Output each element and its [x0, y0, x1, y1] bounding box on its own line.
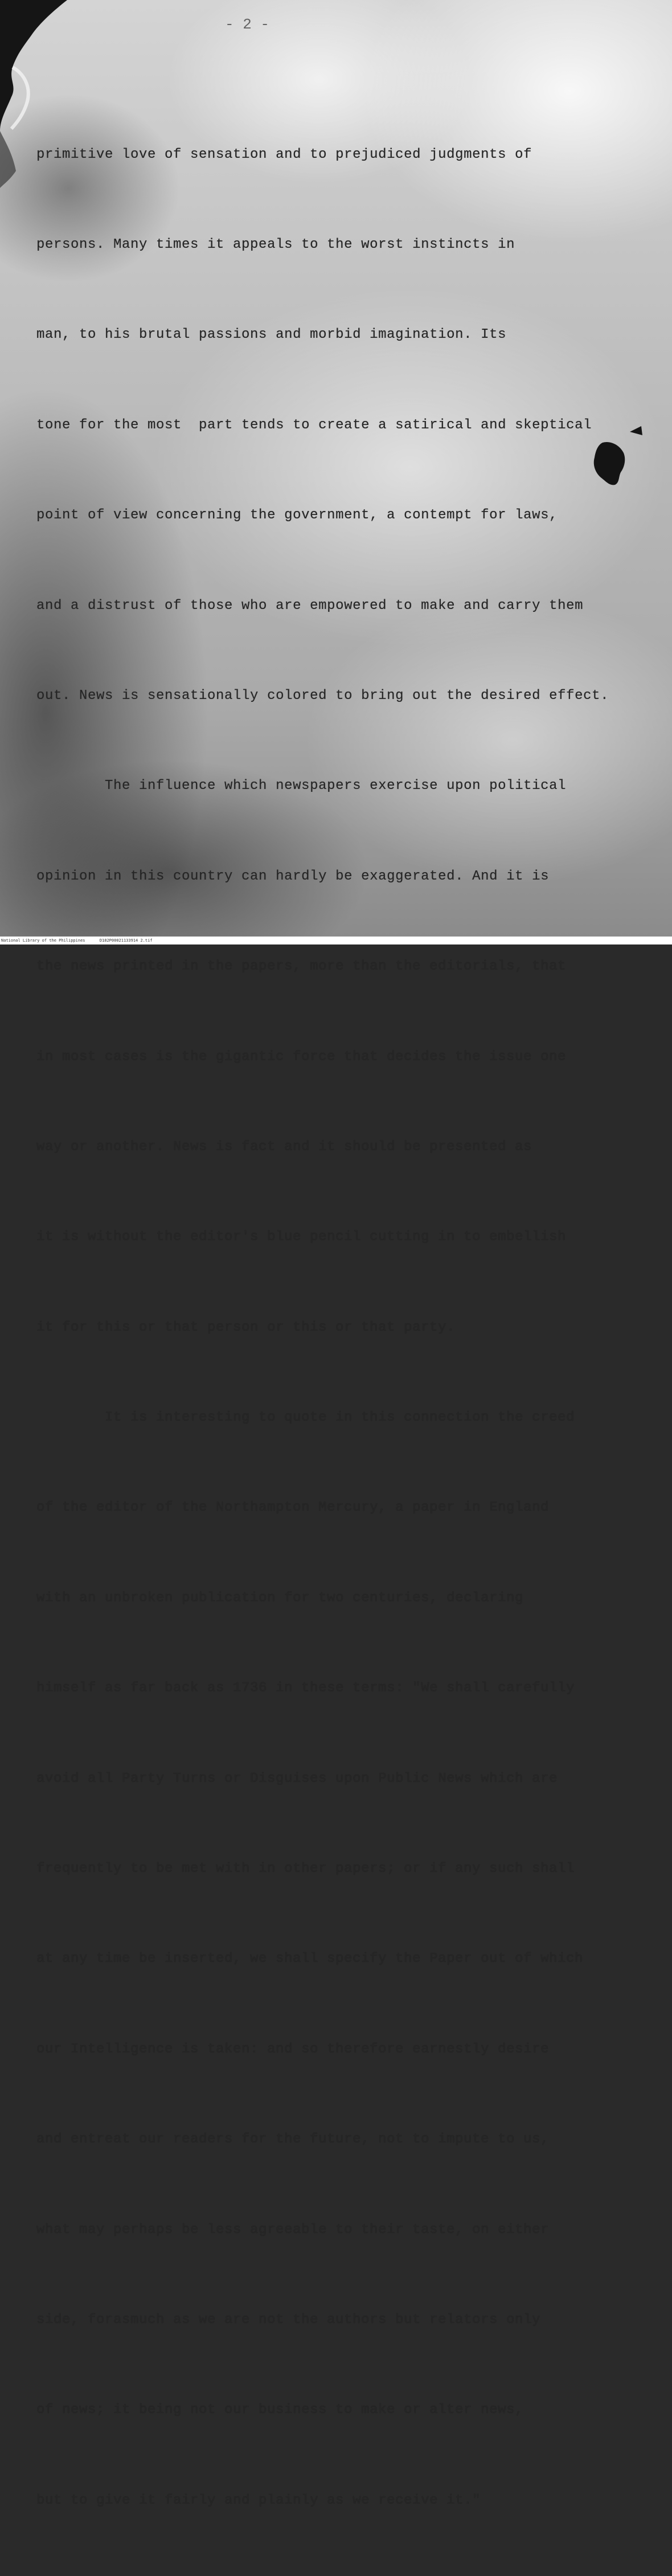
- footer-file-id: D182P00021133914 2.tif: [99, 938, 153, 943]
- page-number: - 2 -: [225, 16, 270, 33]
- text-line: but to give it fairly and plainly as we receive it.": [36, 2492, 481, 2508]
- text-line: It is interesting to quote in this connection the creed: [36, 1410, 575, 1426]
- text-line: frequently to be met with in other papers; or if any such shall: [36, 1861, 575, 1877]
- text-line: way or another. News is fact and it should be presented as: [36, 1139, 532, 1155]
- text-line: tone for the most part tends to create a satirical and skeptical: [36, 417, 592, 433]
- text-line: side, forasmuch as we are not the authors but relators only: [36, 2312, 541, 2328]
- text-line: himself as far back as 1736 in these terms: "We shall carefully: [36, 1680, 575, 1696]
- text-line: and a distrust of those who are empowered to make and carry them: [36, 598, 584, 614]
- text-line: and entreat our readers for the future, not to impute to us,: [36, 2132, 550, 2148]
- text-line: it for this or that person or this or that party.: [36, 1319, 456, 1335]
- text-line: with an unbroken publication for two centuries, declaring: [36, 1590, 524, 1606]
- text-line: the news printed in the papers, more than the editorials, that: [36, 959, 567, 975]
- text-line: of the editor of the Northampton Mercury, a paper in England: [36, 1500, 550, 1516]
- text-line: man, to his brutal passions and morbid imagination. Its: [36, 327, 507, 343]
- text-line: The influence which newspapers exercise upon political: [36, 778, 567, 794]
- text-line: opinion in this country can hardly be exaggerated. And it is: [36, 868, 550, 884]
- text-line: out. News is sensationally colored to bring out the desired effect.: [36, 688, 609, 704]
- scan-footer: [0, 937, 672, 944]
- text-line: of news; it being not our business to make or alter news,: [36, 2402, 524, 2418]
- body-text: [36, 80, 663, 2576]
- text-line: point of view concerning the government, a contempt for laws,: [36, 508, 558, 524]
- text-line: in most cases is the gigantic force that decides the issue one: [36, 1049, 567, 1065]
- text-line: what may perhaps be less agreeable to their taste, on either: [36, 2222, 550, 2238]
- footer-library: National Library of the Philippines: [1, 938, 85, 943]
- text-line: it is without the editor's blue pencil cutting in to embellish: [36, 1229, 567, 1245]
- text-line: at any time be inserted, we shall specify the Paper out of which: [36, 1951, 584, 1967]
- text-line: primitive love of sensation and to prejudiced judgments of: [36, 146, 532, 162]
- text-line: avoid all Party Turns or Disguises upon Public News which are: [36, 1771, 558, 1786]
- text-line: our Intelligence is taken: and so therefore earnestly desire: [36, 2041, 550, 2057]
- text-line: persons. Many times it appeals to the worst instincts in: [36, 236, 515, 252]
